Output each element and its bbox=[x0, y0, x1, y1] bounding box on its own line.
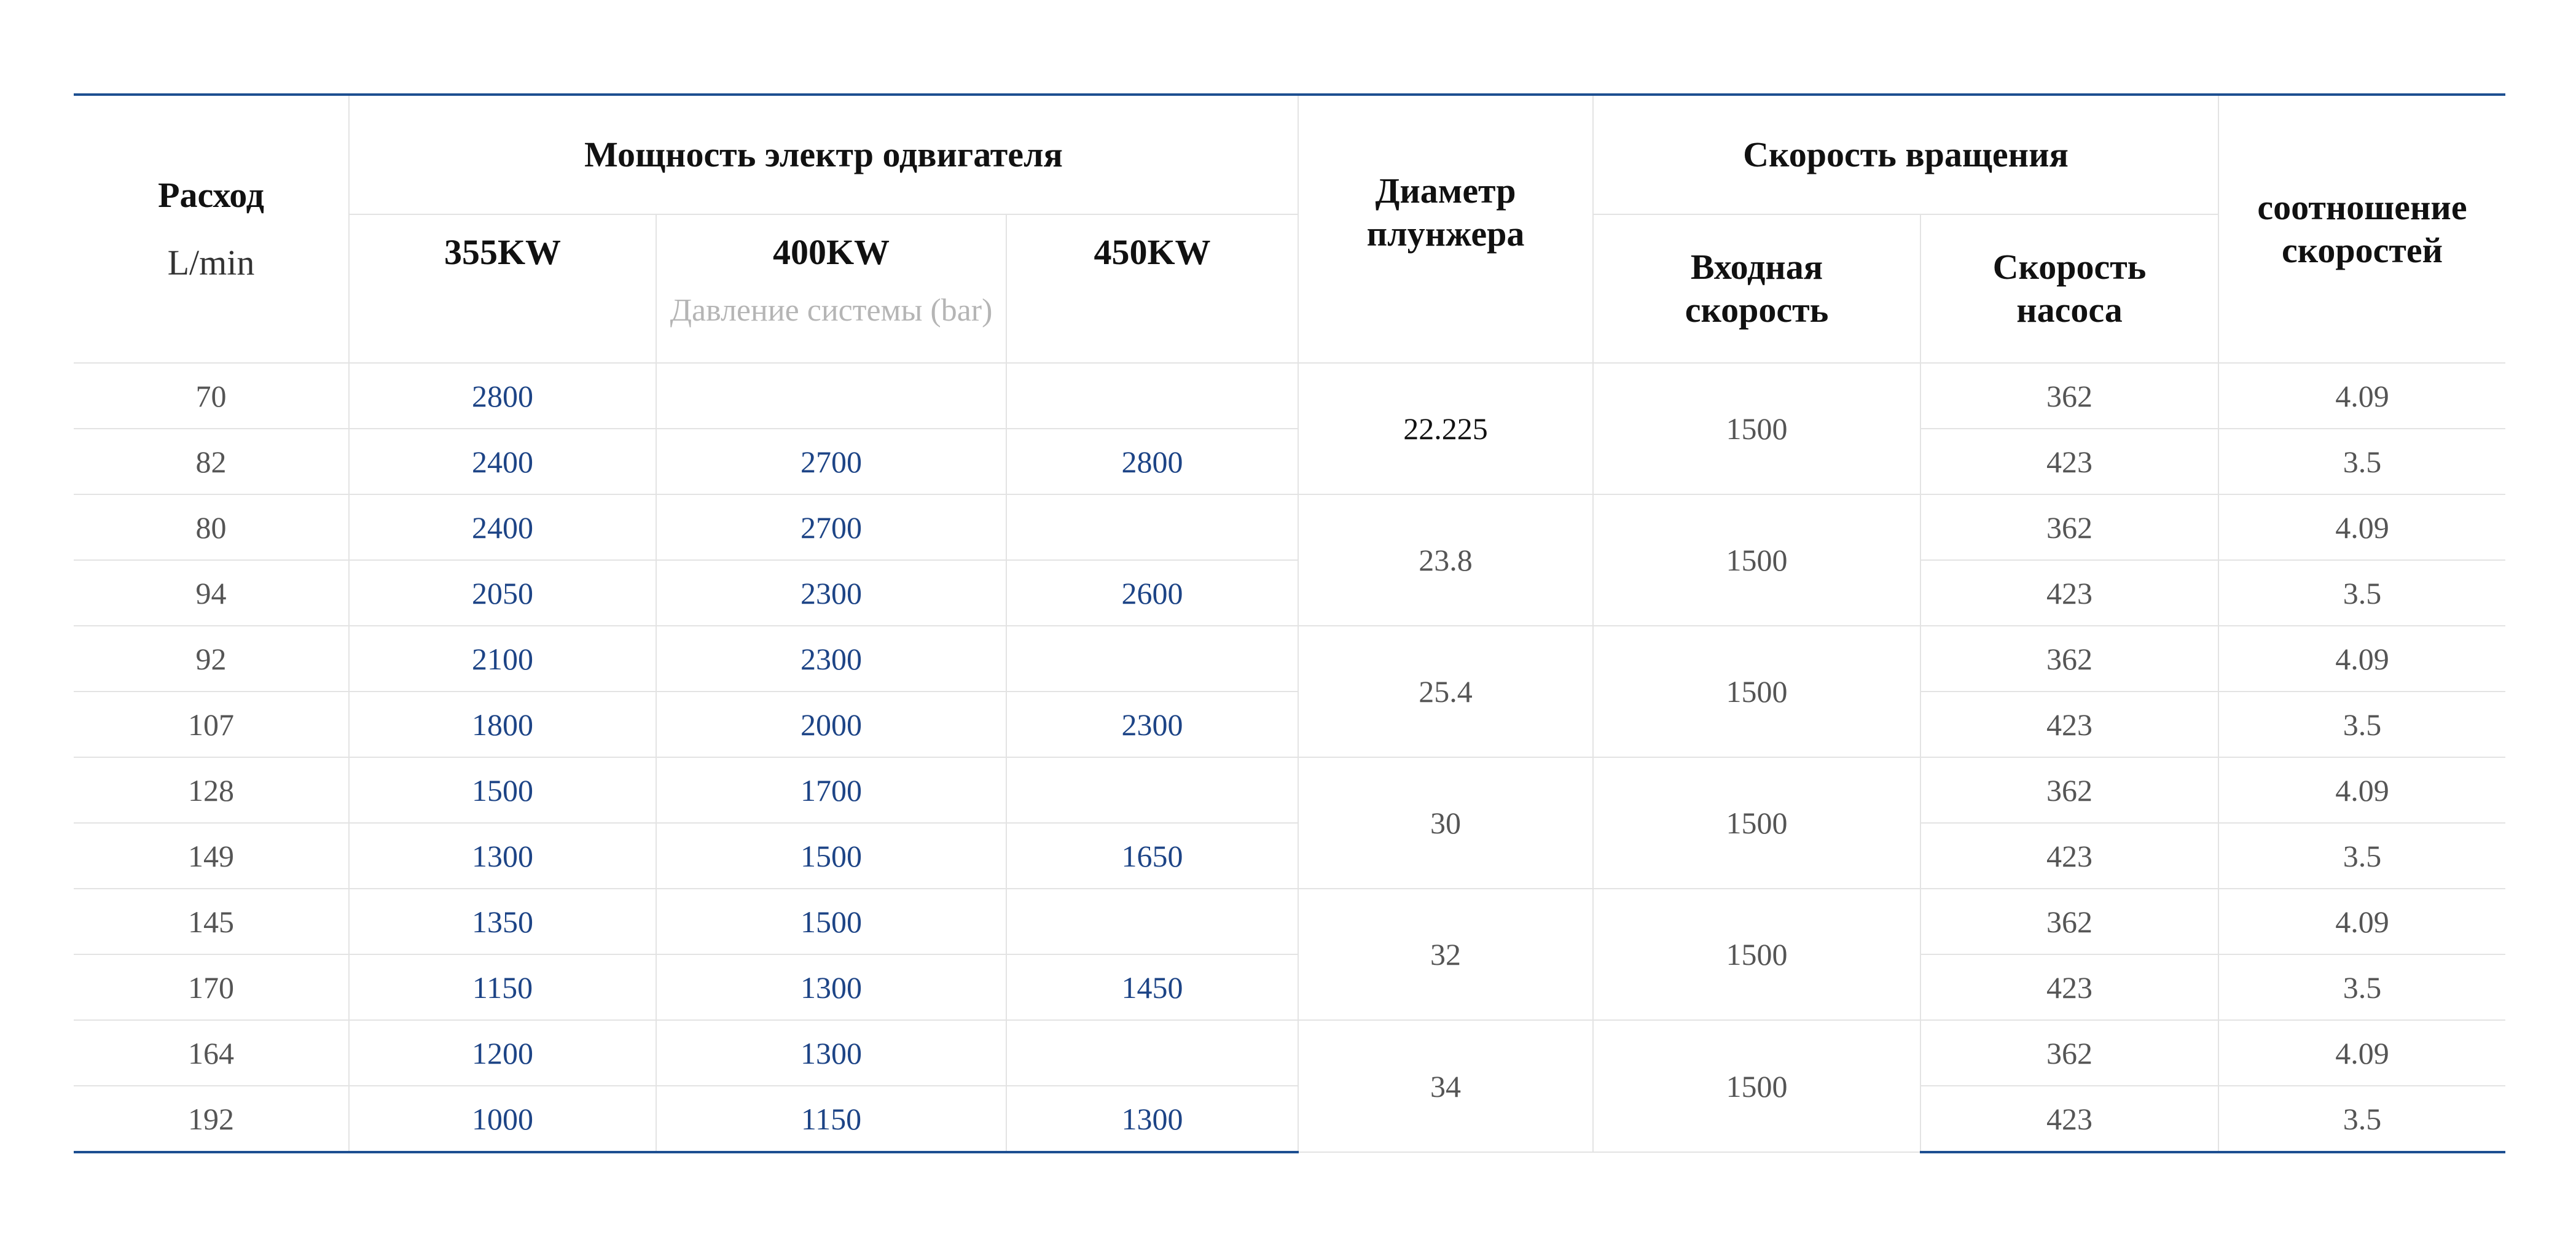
table-row bbox=[74, 494, 2505, 560]
pump-speed-cell: 423 bbox=[1920, 823, 2218, 889]
input-speed-header-label: Входная скорость bbox=[1685, 247, 1829, 330]
flow-cell: 192 bbox=[74, 1086, 349, 1152]
pressure-400-cell: 2000 bbox=[656, 692, 1006, 757]
ratio-cell: 3.5 bbox=[2218, 954, 2505, 1020]
pressure-400-cell: 1150 bbox=[656, 1086, 1006, 1152]
power-header: Мощность электр одвигателя bbox=[349, 95, 1298, 214]
pressure-400-cell: 2700 bbox=[656, 429, 1006, 494]
input-speed-cell: 1500 bbox=[1593, 757, 1920, 889]
ratio-cell: 4.09 bbox=[2218, 889, 2505, 954]
pressure-355-cell: 1200 bbox=[349, 1020, 656, 1086]
kw-450-header bbox=[1006, 214, 1298, 363]
pressure-355-cell: 1300 bbox=[349, 823, 656, 889]
table-header bbox=[74, 95, 2505, 363]
pump-speed-header-label: Скорость насоса bbox=[1992, 247, 2147, 330]
input-speed-header bbox=[1593, 214, 1920, 363]
pressure-355-cell: 2050 bbox=[349, 560, 656, 626]
table-row bbox=[74, 560, 2505, 626]
pressure-450-cell bbox=[1006, 494, 1298, 560]
pump-speed-cell: 423 bbox=[1920, 692, 2218, 757]
flow-cell: 170 bbox=[74, 954, 349, 1020]
pressure-400-cell bbox=[656, 363, 1006, 429]
pump-speed-cell: 423 bbox=[1920, 560, 2218, 626]
pump-speed-cell: 362 bbox=[1920, 757, 2218, 823]
pressure-355-cell: 2800 bbox=[349, 363, 656, 429]
pressure-caption: Давление системы (bar) bbox=[670, 293, 993, 328]
flow-cell: 145 bbox=[74, 889, 349, 954]
pressure-450-cell: 2300 bbox=[1006, 692, 1298, 757]
pressure-400-cell: 2700 bbox=[656, 494, 1006, 560]
plunger-diameter-cell: 23.8 bbox=[1298, 494, 1593, 626]
pressure-355-cell: 2400 bbox=[349, 494, 656, 560]
plunger-diameter-cell: 22.225 bbox=[1298, 363, 1593, 494]
table-row bbox=[74, 692, 2505, 757]
table-row bbox=[74, 823, 2505, 889]
pump-speed-cell: 423 bbox=[1920, 1086, 2218, 1152]
plunger-diameter-cell: 32 bbox=[1298, 889, 1593, 1020]
pressure-400-cell: 1300 bbox=[656, 1020, 1006, 1086]
ratio-header-label: соотношение скоростей bbox=[2257, 187, 2467, 270]
table-row bbox=[74, 1020, 2505, 1086]
flow-cell: 128 bbox=[74, 757, 349, 823]
pressure-450-cell: 2800 bbox=[1006, 429, 1298, 494]
table-row bbox=[74, 1086, 2505, 1152]
ratio-cell: 4.09 bbox=[2218, 494, 2505, 560]
flow-cell: 80 bbox=[74, 494, 349, 560]
kw-400-label: 400KW bbox=[772, 232, 890, 272]
pressure-355-cell: 1800 bbox=[349, 692, 656, 757]
ratio-cell: 4.09 bbox=[2218, 757, 2505, 823]
pressure-355-cell: 1150 bbox=[349, 954, 656, 1020]
flow-header-unit: L/min bbox=[167, 243, 255, 283]
ratio-cell: 3.5 bbox=[2218, 692, 2505, 757]
pressure-400-cell: 2300 bbox=[656, 560, 1006, 626]
table-row bbox=[74, 954, 2505, 1020]
plunger-diameter-cell: 25.4 bbox=[1298, 626, 1593, 757]
pump-speed-cell: 423 bbox=[1920, 429, 2218, 494]
pressure-355-cell: 2400 bbox=[349, 429, 656, 494]
plunger-diameter-cell: 34 bbox=[1298, 1020, 1593, 1152]
table-row bbox=[74, 889, 2505, 954]
kw-355-label: 355KW bbox=[444, 232, 562, 272]
flow-header bbox=[74, 95, 349, 363]
plunger-header bbox=[1298, 95, 1593, 363]
pressure-450-cell: 1450 bbox=[1006, 954, 1298, 1020]
plunger-diameter-cell: 30 bbox=[1298, 757, 1593, 889]
ratio-cell: 4.09 bbox=[2218, 363, 2505, 429]
pressure-450-cell bbox=[1006, 1020, 1298, 1086]
pump-spec-table bbox=[74, 93, 2505, 1153]
input-speed-cell: 1500 bbox=[1593, 363, 1920, 494]
kw-400-header bbox=[656, 214, 1006, 363]
ratio-cell: 3.5 bbox=[2218, 560, 2505, 626]
ratio-cell: 3.5 bbox=[2218, 429, 2505, 494]
pressure-400-cell: 1300 bbox=[656, 954, 1006, 1020]
table-row bbox=[74, 757, 2505, 823]
table-row bbox=[74, 626, 2505, 692]
pressure-355-cell: 1000 bbox=[349, 1086, 656, 1152]
pressure-400-cell: 1500 bbox=[656, 889, 1006, 954]
pressure-450-cell: 1300 bbox=[1006, 1086, 1298, 1152]
pressure-450-cell: 2600 bbox=[1006, 560, 1298, 626]
pump-speed-cell: 423 bbox=[1920, 954, 2218, 1020]
flow-cell: 164 bbox=[74, 1020, 349, 1086]
pump-speed-cell: 362 bbox=[1920, 889, 2218, 954]
flow-header-label: Расход bbox=[158, 175, 264, 215]
table-row bbox=[74, 429, 2505, 494]
pump-speed-header bbox=[1920, 214, 2218, 363]
pressure-400-cell: 1700 bbox=[656, 757, 1006, 823]
flow-cell: 92 bbox=[74, 626, 349, 692]
table-row bbox=[74, 363, 2505, 429]
pressure-400-cell: 2300 bbox=[656, 626, 1006, 692]
table-body bbox=[74, 363, 2505, 1152]
flow-cell: 70 bbox=[74, 363, 349, 429]
pump-speed-cell: 362 bbox=[1920, 363, 2218, 429]
flow-cell: 82 bbox=[74, 429, 349, 494]
kw-355-header bbox=[349, 214, 656, 363]
plunger-header-label: Диаметр плунжера bbox=[1366, 171, 1525, 254]
pump-speed-cell: 362 bbox=[1920, 494, 2218, 560]
pressure-400-cell: 1500 bbox=[656, 823, 1006, 889]
pressure-450-cell bbox=[1006, 626, 1298, 692]
input-speed-cell: 1500 bbox=[1593, 1020, 1920, 1152]
ratio-cell: 3.5 bbox=[2218, 1086, 2505, 1152]
pressure-450-cell bbox=[1006, 363, 1298, 429]
input-speed-cell: 1500 bbox=[1593, 889, 1920, 1020]
ratio-cell: 3.5 bbox=[2218, 823, 2505, 889]
rotation-header: Скорость вращения bbox=[1593, 95, 2218, 214]
pressure-450-cell: 1650 bbox=[1006, 823, 1298, 889]
pump-speed-cell: 362 bbox=[1920, 626, 2218, 692]
spec-table-container bbox=[74, 93, 2505, 1153]
pressure-355-cell: 1350 bbox=[349, 889, 656, 954]
input-speed-cell: 1500 bbox=[1593, 494, 1920, 626]
input-speed-cell: 1500 bbox=[1593, 626, 1920, 757]
pressure-450-cell bbox=[1006, 757, 1298, 823]
flow-cell: 149 bbox=[74, 823, 349, 889]
pressure-355-cell: 1500 bbox=[349, 757, 656, 823]
flow-cell: 107 bbox=[74, 692, 349, 757]
pressure-450-cell bbox=[1006, 889, 1298, 954]
pump-speed-cell: 362 bbox=[1920, 1020, 2218, 1086]
ratio-cell: 4.09 bbox=[2218, 1020, 2505, 1086]
ratio-header bbox=[2218, 95, 2505, 363]
flow-cell: 94 bbox=[74, 560, 349, 626]
ratio-cell: 4.09 bbox=[2218, 626, 2505, 692]
pressure-355-cell: 2100 bbox=[349, 626, 656, 692]
kw-450-label: 450KW bbox=[1094, 232, 1211, 272]
